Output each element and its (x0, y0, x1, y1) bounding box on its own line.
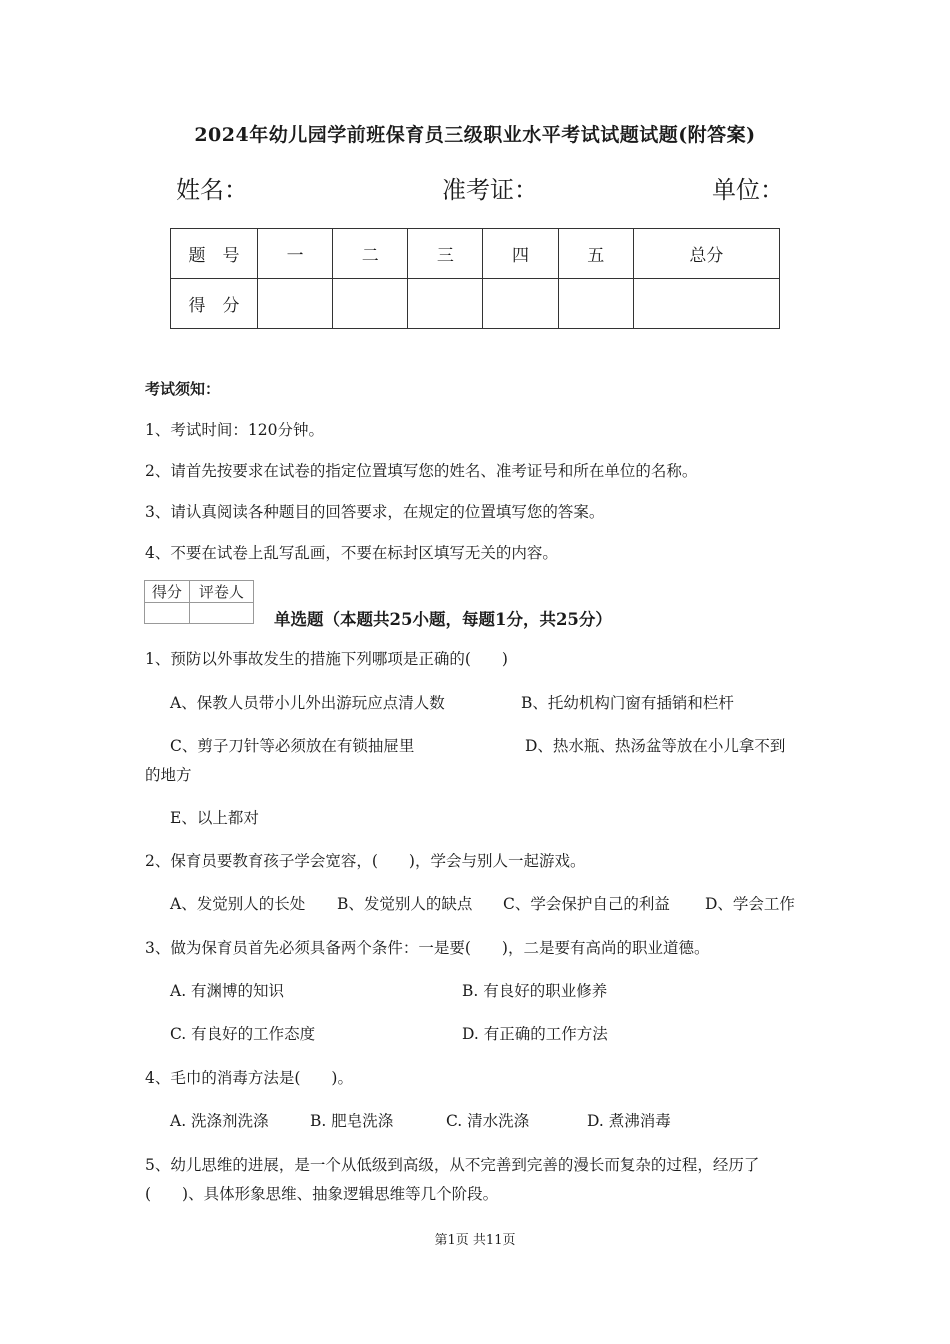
question-stem-continued: ( )、具体形象思维、抽象逻辑思维等几个阶段。 (145, 1185, 499, 1203)
option-b: B. 肥皂洗涤 (310, 1112, 394, 1130)
score-cell (408, 279, 483, 329)
option-c: C. 清水洗涤 (446, 1112, 530, 1130)
question-stem: 1、预防以外事故发生的措施下列哪项是正确的( ) (145, 650, 508, 668)
score-table-header: 题 号 (171, 229, 258, 279)
option-b: B. 有良好的职业修养 (462, 982, 608, 1000)
grader-name-label: 评卷人 (189, 581, 253, 603)
option-d: D、学会工作 (705, 895, 795, 913)
notice-item: 4、不要在试卷上乱写乱画，不要在标封区填写无关的内容。 (145, 544, 558, 562)
notice-item: 3、请认真阅读各种题目的回答要求，在规定的位置填写您的答案。 (145, 503, 605, 521)
grader-score-cell (145, 603, 190, 624)
score-table-score-row (171, 279, 780, 329)
option-b: B、发觉别人的缺点 (337, 895, 473, 913)
option-c: C、剪子刀针等必须放在有锁抽屉里 (170, 737, 415, 755)
option-a: A. 洗涤剂洗涤 (170, 1112, 269, 1130)
grader-score-label: 得分 (145, 581, 190, 603)
document-title: 2024年幼儿园学前班保育员三级职业水平考试试题试题(附答案) (194, 124, 756, 146)
question-stem: 3、做为保育员首先必须具备两个条件：一是要( )，二是要有高尚的职业道德。 (145, 939, 710, 957)
question-stem: 4、毛巾的消毒方法是( )。 (145, 1069, 353, 1087)
name-label: 姓名： (176, 176, 248, 204)
page-footer: 第1页 共11页 (434, 1233, 516, 1248)
grader-box (144, 580, 254, 624)
score-cell (483, 279, 558, 329)
score-cell (333, 279, 408, 329)
score-table-header-row (171, 229, 780, 279)
grader-name-cell (189, 603, 253, 624)
unit-label: 单位： (712, 176, 784, 204)
exam-id-label: 准考证： (442, 176, 538, 204)
notice-heading: 考试须知： (145, 380, 221, 398)
score-table-header: 二 (333, 229, 408, 279)
notice-item: 2、请首先按要求在试卷的指定位置填写您的姓名、准考证号和所在单位的名称。 (145, 462, 698, 480)
option-a: A. 有渊博的知识 (170, 982, 285, 1000)
option-b: B、托幼机构门窗有插销和栏杆 (521, 694, 734, 712)
score-row-label: 得 分 (171, 279, 258, 329)
score-table-header: 三 (408, 229, 483, 279)
score-table-header: 五 (558, 229, 633, 279)
option-c: C、学会保护自己的利益 (503, 895, 670, 913)
score-cell (258, 279, 333, 329)
notice-item: 1、考试时间：120分钟。 (145, 421, 324, 439)
question-stem: 5、幼儿思维的进展，是一个从低级到高级，从不完善到完善的漫长而复杂的过程，经历了 (145, 1156, 760, 1174)
score-table-header: 四 (483, 229, 558, 279)
option-a: A、保教人员带小儿外出游玩应点清人数 (170, 694, 445, 712)
score-table-header: 一 (258, 229, 333, 279)
section-title: 单选题（本题共25小题，每题1分，共25分） (274, 610, 612, 629)
score-cell (558, 279, 633, 329)
option-c: C. 有良好的工作态度 (170, 1025, 316, 1043)
option-d: D. 有正确的工作方法 (462, 1025, 608, 1043)
question-stem: 2、保育员要教育孩子学会宽容，( )，学会与别人一起游戏。 (145, 852, 586, 870)
option-a: A、发觉别人的长处 (170, 895, 306, 913)
score-cell (633, 279, 779, 329)
option-e: E、以上都对 (170, 809, 259, 827)
score-table-header: 总分 (633, 229, 779, 279)
option-d-continued: 的地方 (145, 766, 192, 784)
option-d: D. 煮沸消毒 (587, 1112, 671, 1130)
score-table (170, 228, 780, 329)
option-d: D、热水瓶、热汤盆等放在小儿拿不到 (525, 737, 786, 755)
